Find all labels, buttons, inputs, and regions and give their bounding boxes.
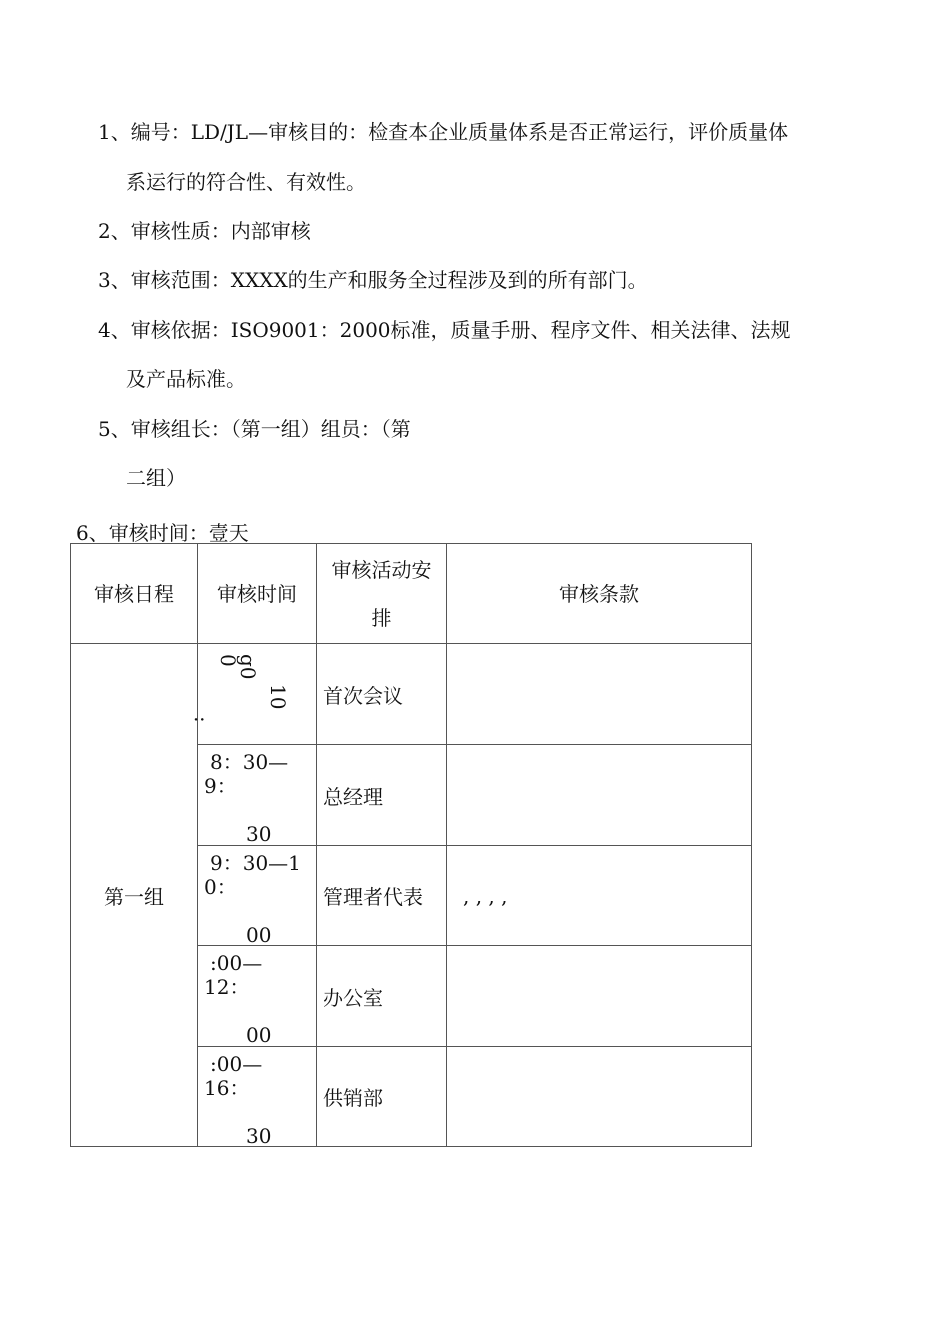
activity-cell: 总经理 [317,745,447,846]
time-fragment-c: 10 [266,684,290,710]
item-3: 3、审核范围：XXXX的生产和服务全过程涉及到的所有部门。 [98,268,648,292]
activity-cell: 首次会议 [317,644,447,745]
item-4-continuation: 及产品标准。 [126,367,246,391]
time-cell-rotated [190,644,317,745]
time-line-3: 00 [246,923,272,947]
time-cell [198,846,317,946]
clause-cell: , , , , [447,846,752,946]
group-cell: 第一组 [71,644,198,1147]
header-schedule: 审核日程 [71,544,198,644]
item-2: 2、审核性质：内部审核 [98,219,311,243]
time-line-2: 16： [204,1076,250,1100]
time-line-1: 9：30—1 [210,851,301,875]
time-line-3: 30 [246,822,272,846]
table-row [71,644,752,745]
time-fragment-a: 0 [216,654,240,667]
item-5: 5、审核组长：（第一组）组员：（第 [98,417,411,441]
activity-cell: 办公室 [317,946,447,1047]
time-cell [198,1047,317,1147]
time-fragment-b: g0 [236,654,260,680]
header-time: 审核时间 [198,544,317,644]
clause-cell [447,946,752,1047]
header-activity-line1: 审核活动安 [331,557,432,582]
time-line-2: 12： [204,975,250,999]
time-cell [198,946,317,1047]
header-clause: 审核条款 [447,544,752,644]
time-line-3: 00 [246,1023,272,1047]
item-5-continuation: 二组） [126,466,186,490]
item-6: 6、审核时间：壹天 [76,521,249,545]
header-activity [317,544,447,644]
clause-cell [447,745,752,846]
time-line-2: 0： [204,875,237,899]
item-1: 1、编号：LD/JL—审核目的：检查本企业质量体系是否正常运行，评价质量体 [98,120,789,144]
clause-cell [447,1047,752,1147]
activity-cell: 供销部 [317,1047,447,1147]
activity-cell: 管理者代表 [317,846,447,946]
header-activity-line2: 排 [371,605,392,630]
time-fragment-d: : [190,716,214,723]
time-line-3: 30 [246,1124,272,1148]
table-header-row [71,544,752,644]
item-1-continuation: 系运行的符合性、有效性。 [126,170,366,194]
time-line-1: :00— [210,1052,263,1076]
item-4: 4、审核依据：ISO9001：2000标准，质量手册、程序文件、相关法律、法规 [98,318,791,342]
time-line-2: 9： [204,774,237,798]
clause-cell [447,644,752,745]
audit-schedule-table [70,543,752,1147]
time-cell [198,745,317,846]
time-line-1: 8：30— [210,750,289,774]
time-line-1: :00— [210,951,263,975]
